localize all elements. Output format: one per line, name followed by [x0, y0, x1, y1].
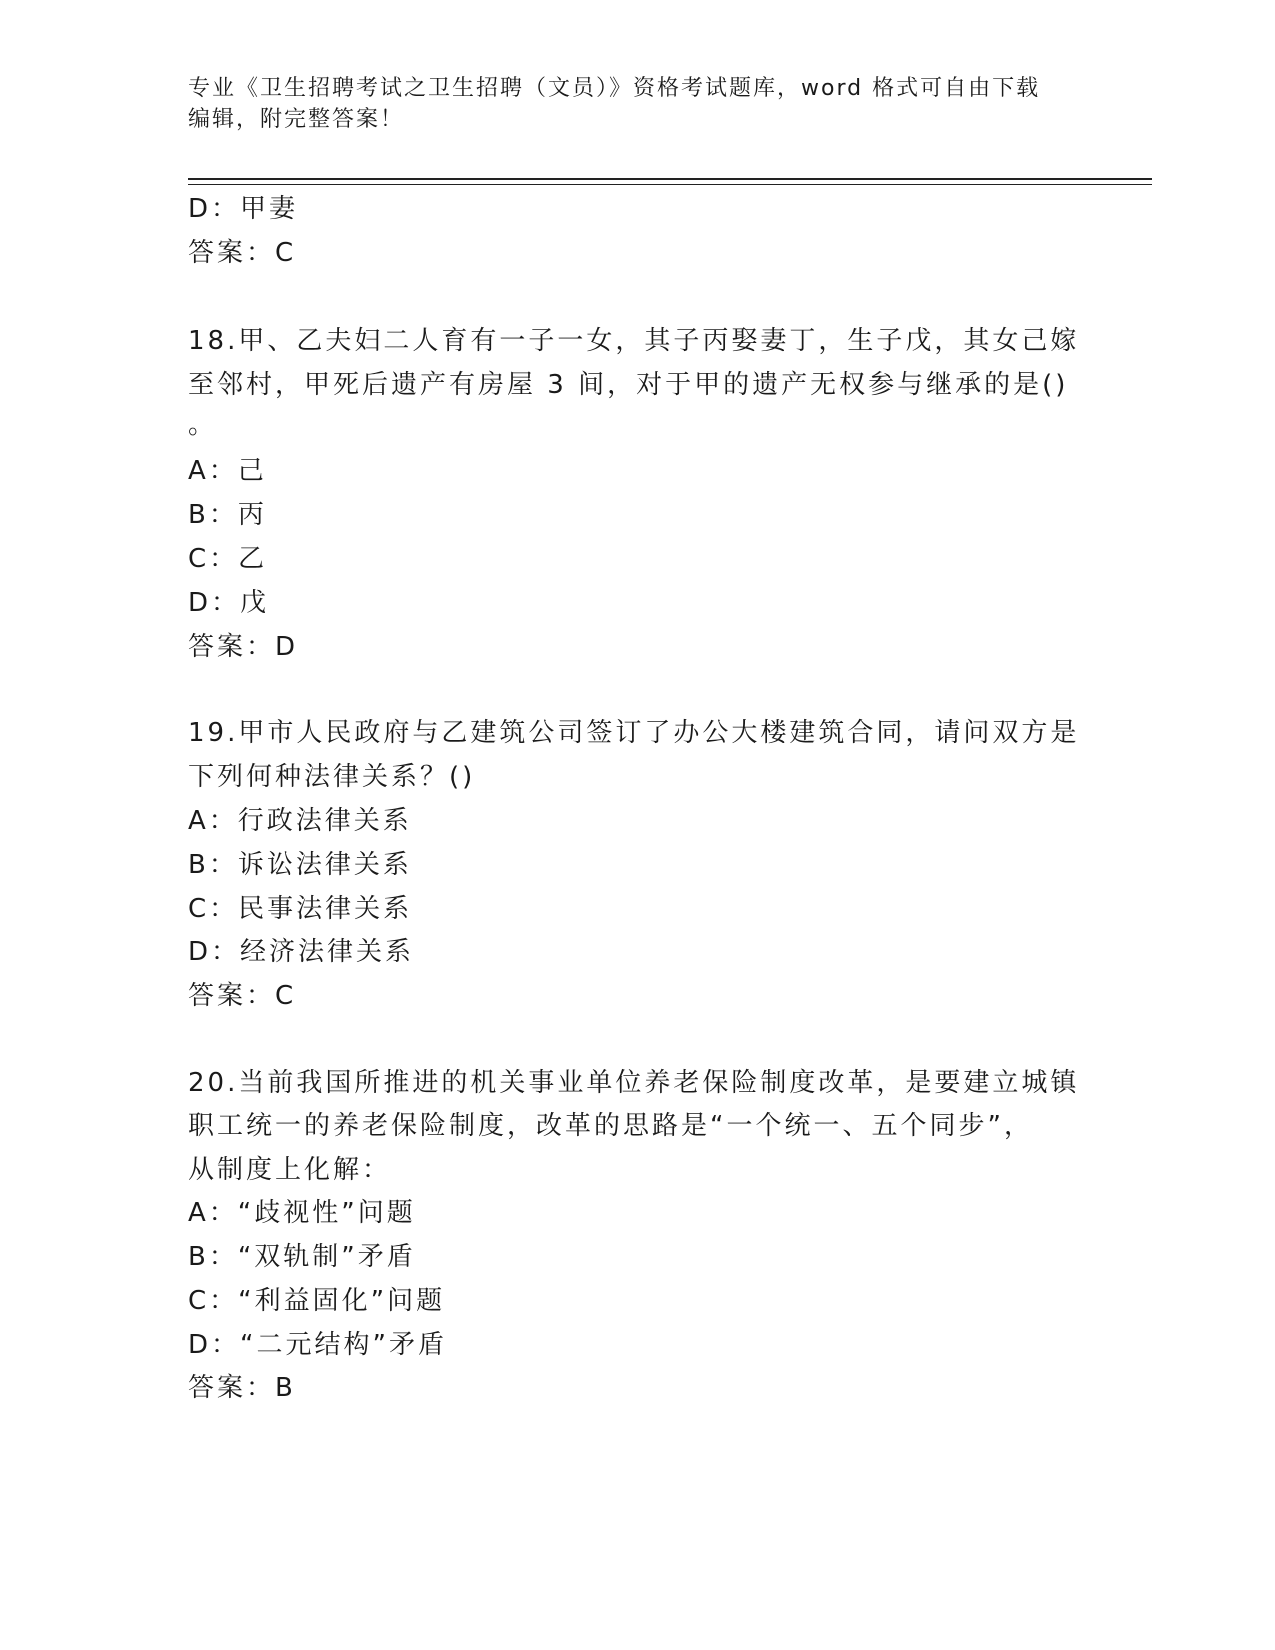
- q18-option-a: A：己: [188, 456, 267, 486]
- q18-option-d: D：戊: [188, 588, 270, 618]
- q20-option-b: B：“双轨制”矛盾: [188, 1242, 416, 1272]
- q18-stem-line-3: 。: [188, 410, 218, 440]
- q18-stem-line-1: 18.甲、乙夫妇二人育有一子一女，其子丙娶妻丁，生子戊，其女己嫁: [188, 326, 1080, 356]
- q20-option-d: D：“二元结构”矛盾: [188, 1330, 447, 1360]
- q20-answer: 答案：B: [188, 1373, 296, 1403]
- prev-answer: 答案：C: [188, 238, 297, 268]
- document-header: [188, 73, 1068, 135]
- header-divider-thick: [188, 178, 1152, 180]
- q19-option-d: D：经济法律关系: [188, 937, 415, 967]
- q20-stem-line-1: 20.当前我国所推进的机关事业单位养老保险制度改革，是要建立城镇: [188, 1068, 1080, 1098]
- prev-option-d: D：甲妻: [188, 194, 299, 224]
- q19-stem-line-1: 19.甲市人民政府与乙建筑公司签订了办公大楼建筑合同，请问双方是: [188, 718, 1080, 748]
- q18-answer: 答案：D: [188, 632, 299, 662]
- q19-option-a: A：行政法律关系: [188, 806, 412, 836]
- q20-option-a: A：“歧视性”问题: [188, 1198, 416, 1228]
- q18-option-c: C：乙: [188, 544, 268, 574]
- q20-option-c: C：“利益固化”问题: [188, 1286, 446, 1316]
- q18-option-b: B：丙: [188, 500, 267, 530]
- q19-answer: 答案：C: [188, 981, 297, 1011]
- header-line-2: 编辑，附完整答案！: [188, 107, 405, 132]
- q19-option-b: B：诉讼法律关系: [188, 850, 412, 880]
- q19-stem-line-2: 下列何种法律关系？(): [188, 762, 476, 792]
- header-divider-thin: [188, 184, 1152, 185]
- q18-stem-line-2: 至邻村，甲死后遗产有房屋 3 间，对于甲的遗产无权参与继承的是(): [188, 370, 1069, 400]
- q20-stem-line-3: 从制度上化解：: [188, 1155, 392, 1185]
- q20-stem-line-2: 职工统一的养老保险制度，改革的思路是“一个统一、五个同步”，: [188, 1111, 1033, 1141]
- header-line-1: 专业《卫生招聘考试之卫生招聘（文员）》资格考试题库，word 格式可自由下载: [188, 76, 1041, 101]
- q19-option-c: C：民事法律关系: [188, 894, 413, 924]
